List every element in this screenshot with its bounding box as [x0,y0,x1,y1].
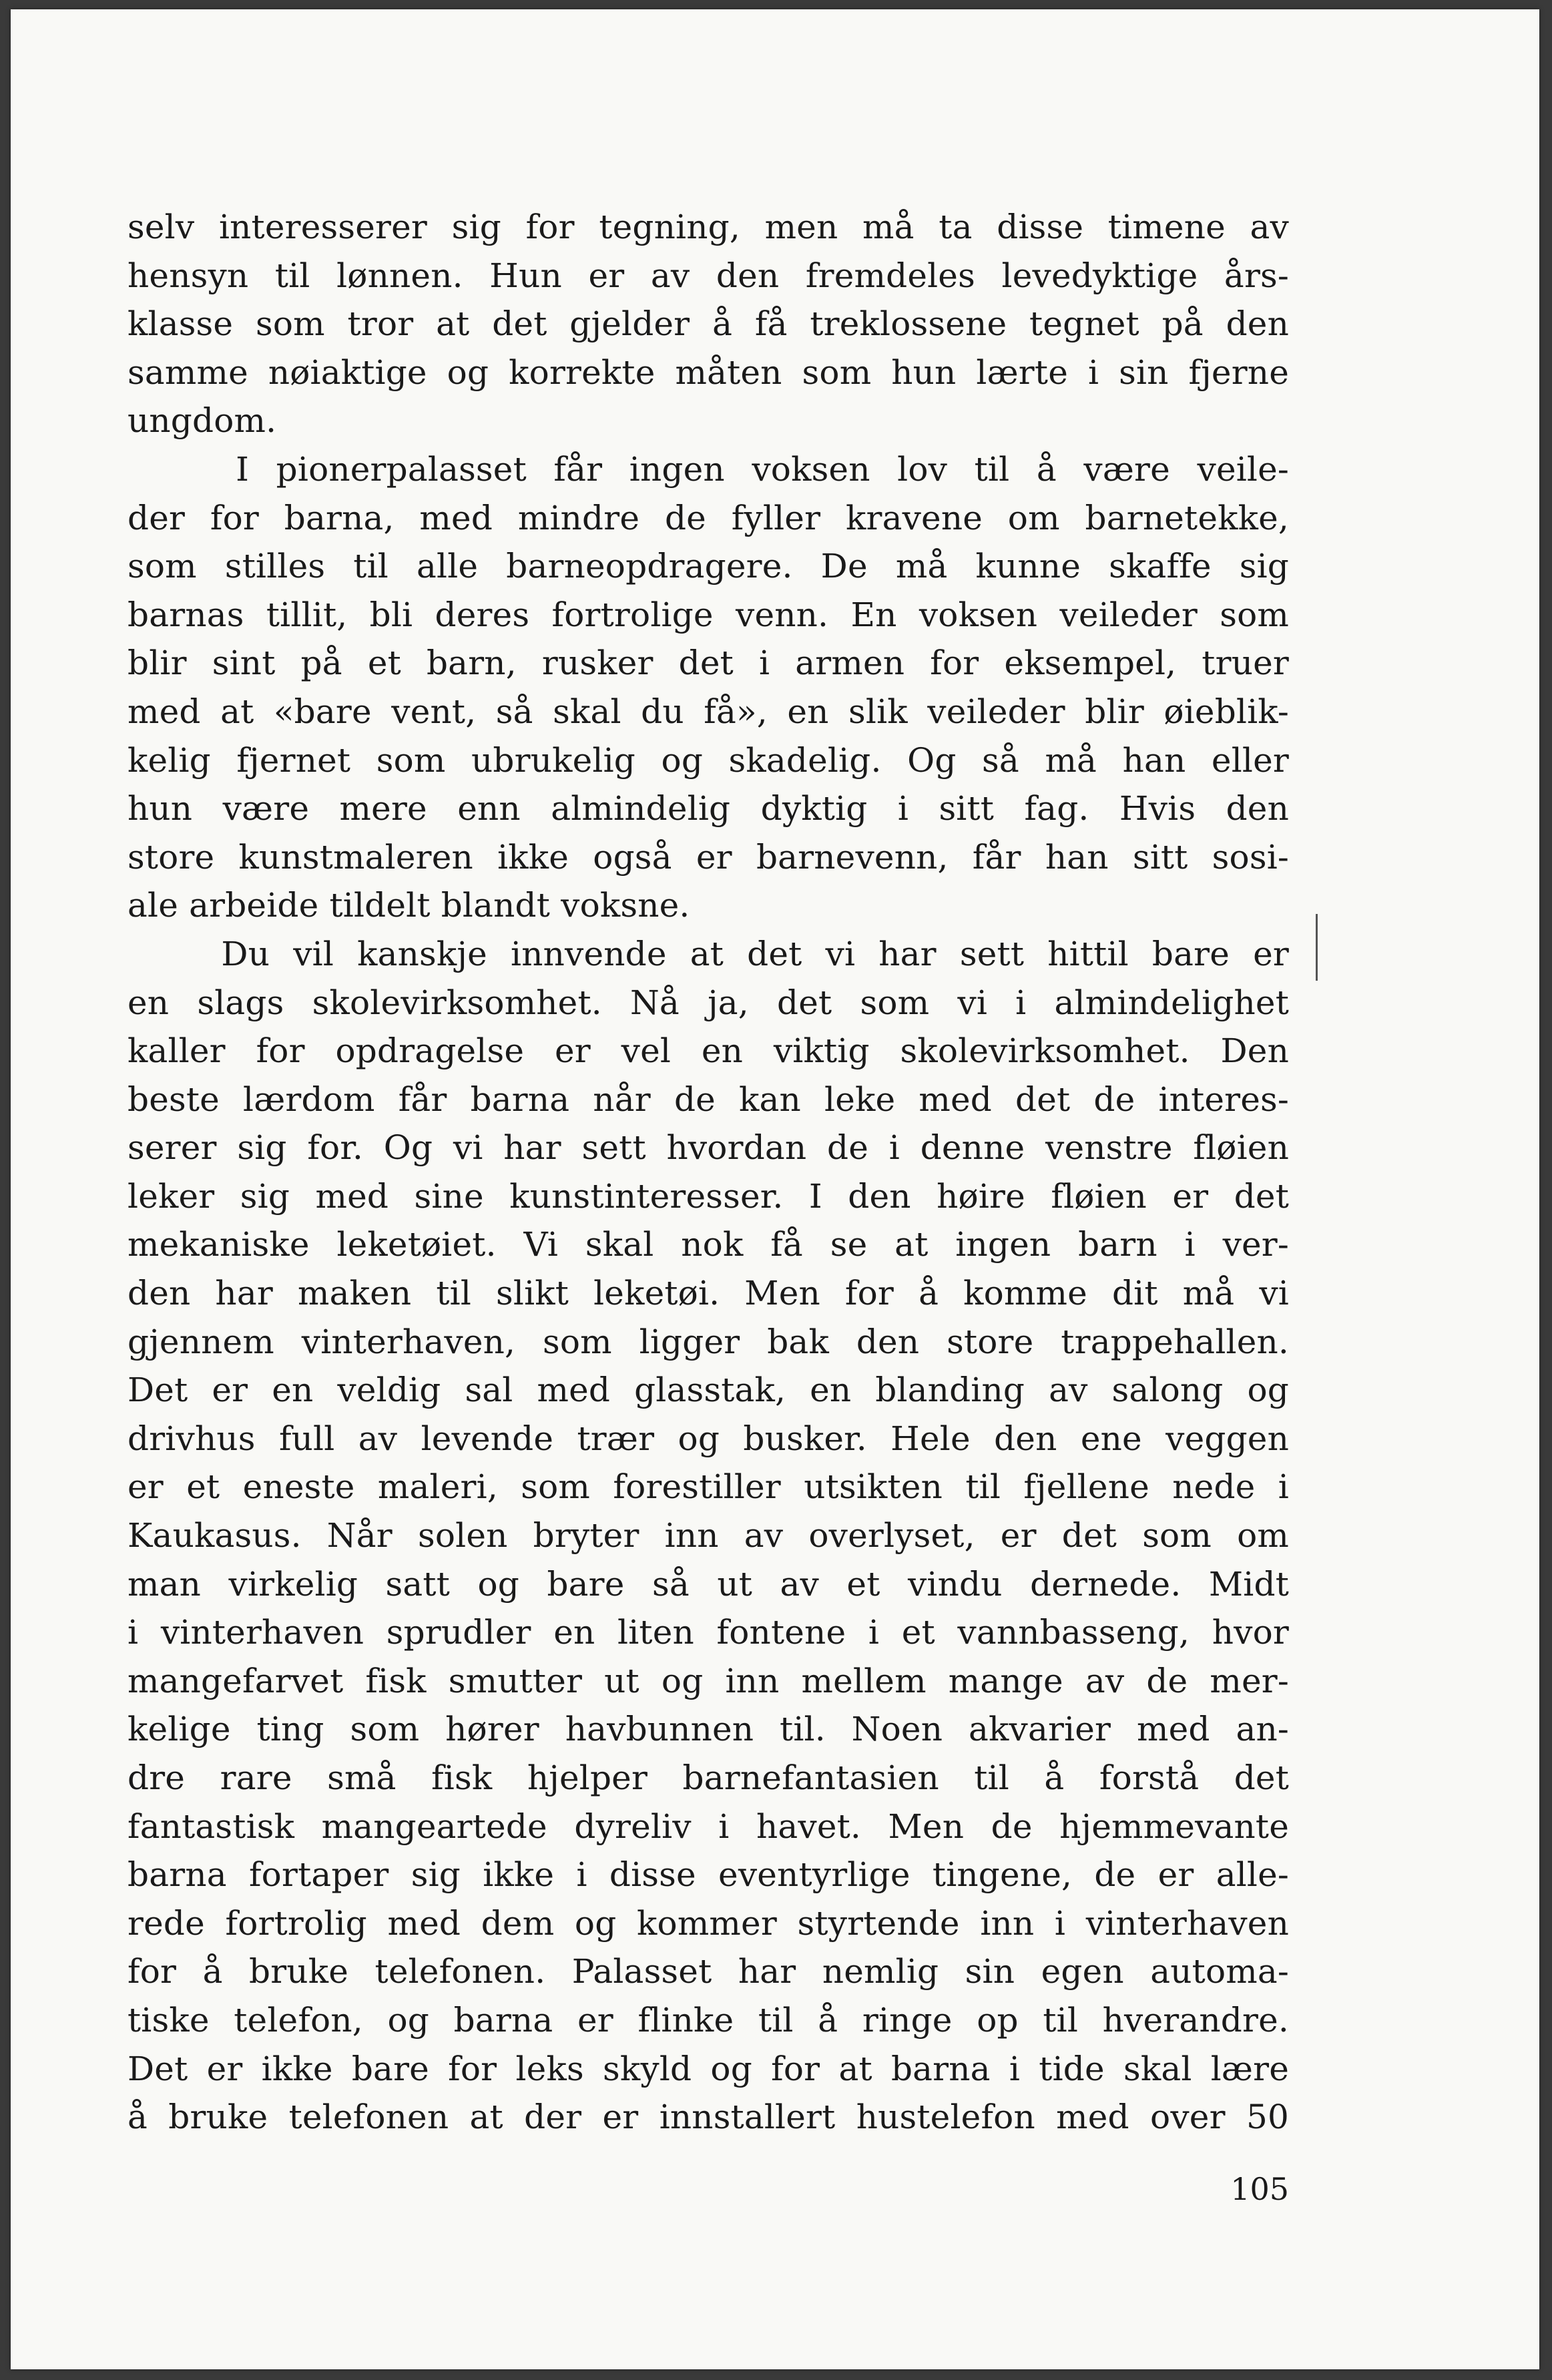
text-line: blir sint på et barn, rusker det i armen for eksempel, truer [127,644,1289,683]
page-number: 105 [1230,2171,1289,2207]
text-line: for å bruke telefonen. Palasset har nemlig sin egen automa- [127,1952,1289,1991]
text-line: kelige ting som hører havbunnen til. Noen akvarier med an- [127,1710,1289,1749]
book-page [11,9,1539,2369]
text-line: med at «bare vent, så skal du få», en slik veileder blir øieblik- [127,692,1289,731]
text-line: i vinterhaven sprudler en liten fontene i et vannbasseng, hvor [127,1613,1289,1652]
text-line: mangefarvet fisk smutter ut og inn mellem mange av de mer- [127,1661,1289,1700]
text-line: den har maken til slikt leketøi. Men for å komme dit må vi [127,1274,1289,1313]
text-line: dre rare små fisk hjelper barnefantasien til å forstå det [127,1758,1289,1797]
text-line: Du vil kanskje innvende at det vi har sett hittil bare er [127,934,1289,973]
text-line: å bruke telefonen at der er innstallert hustelefon med over 50 [127,2098,1289,2137]
text-line: man virkelig satt og bare så ut av et vindu dernede. Midt [127,1564,1289,1604]
text-line: Kaukasus. Når solen bryter inn av overlyset, er det som om [127,1516,1289,1556]
text-line: er et eneste maleri, som forestiller utsikten til fjellene nede i [127,1467,1289,1507]
text-line: ungdom. [127,401,277,441]
text-line: samme nøiaktige og korrekte måten som hun lærte i sin fjerne [127,352,1289,392]
text-line: kaller for opdragelse er vel en viktig skolevirksomhet. Den [127,1031,1289,1071]
margin-mark [1316,914,1318,981]
text-line: Det er ikke bare for leks skyld og for at barna i tide skal lære [127,2049,1289,2088]
text-line: drivhus full av levende trær og busker. Hele den ene veggen [127,1419,1289,1458]
text-line: ale arbeide tildelt blandt voksne. [127,886,690,925]
text-line: leker sig med sine kunstinteresser. I den høire fløien er det [127,1176,1289,1216]
text-line: som stilles til alle barneopdragere. De må kunne skaffe sig [127,547,1289,586]
text-line: mekaniske leketøiet. Vi skal nok få se at ingen barn i ver- [127,1225,1289,1264]
text-line: hun være mere enn almindelig dyktig i sitt fag. Hvis den [127,789,1289,828]
text-line: Det er en veldig sal med glasstak, en blanding av salong og [127,1371,1289,1410]
text-line: beste lærdom får barna når de kan leke med det de interes- [127,1080,1289,1119]
text-line: tiske telefon, og barna er flinke til å ringe op til hverandre. [127,2000,1289,2040]
text-line: barna fortaper sig ikke i disse eventyrlige tingene, de er alle- [127,1855,1289,1895]
text-line: barnas tillit, bli deres fortrolige venn. En voksen veileder som [127,595,1289,634]
text-line: gjennem vinterhaven, som ligger bak den store trappehallen. [127,1322,1289,1361]
body-text [127,203,1289,2142]
text-line: fantastisk mangeartede dyreliv i havet. Men de hjemmevante [127,1807,1289,1846]
text-line: hensyn til lønnen. Hun er av den fremdeles levedyktige års- [127,256,1289,295]
text-line: rede fortrolig med dem og kommer styrtende inn i vinterhaven [127,1903,1289,1943]
text-line: klasse som tror at det gjelder å få treklossene tegnet på den [127,304,1289,344]
text-line: der for barna, med mindre de fyller kravene om barnetekke, [127,498,1289,537]
text-line: kelig fjernet som ubrukelig og skadelig. Og så må han eller [127,740,1289,780]
text-line: I pionerpalasset får ingen voksen lov til å være veile- [127,449,1289,489]
text-line: en slags skolevirksomhet. Nå ja, det som vi i almindelighet [127,983,1289,1022]
text-line: store kunstmaleren ikke også er barnevenn, får han sitt sosi- [127,837,1289,877]
text-line: serer sig for. Og vi har sett hvordan de i denne venstre fløien [127,1128,1289,1168]
text-line: selv interesserer sig for tegning, men må ta disse timene av [127,208,1289,246]
